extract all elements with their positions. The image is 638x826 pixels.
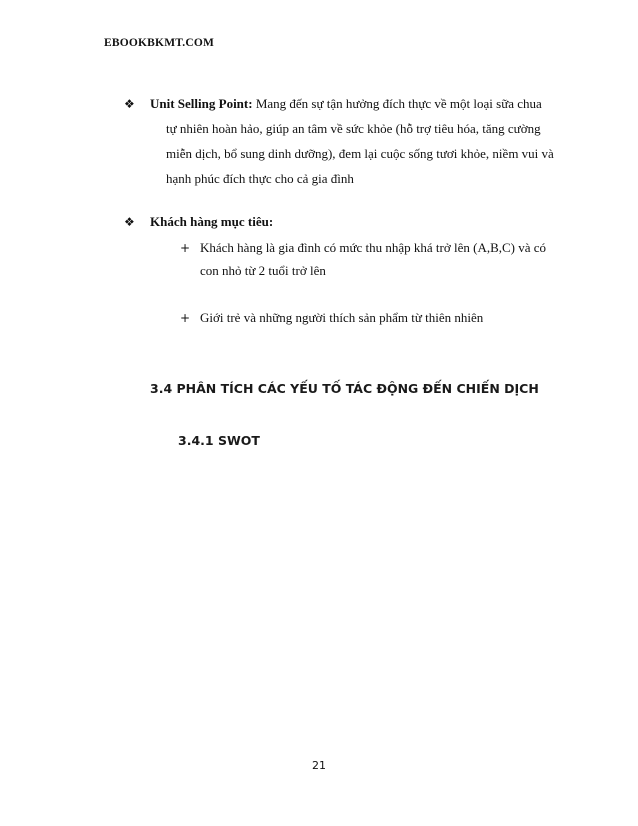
- usp-label: Unit Selling Point:: [150, 96, 253, 111]
- site-header: EBOOKBKMT.COM: [104, 37, 215, 49]
- page-number: 21: [312, 759, 326, 772]
- target-label: Khách hàng mục tiêu:: [150, 214, 274, 229]
- section-heading-3-4: 3.4 PHÂN TÍCH CÁC YẾU TỐ TÁC ĐỘNG ĐẾN CHIẾN DỊCH: [150, 381, 539, 396]
- usp-text-line2: tự nhiên hoàn hảo, giúp an tâm về sức khỏe (hỗ trợ tiêu hóa, tăng cường: [166, 121, 541, 136]
- usp-text-line1: Mang đến sự tận hưởng đích thực về một loại sữa chua: [252, 96, 542, 111]
- diamond-bullet-icon: ❖: [124, 97, 135, 111]
- plus-bullet-icon: +: [180, 311, 191, 325]
- target-item-1-line2: con nhỏ từ 2 tuổi trở lên: [200, 263, 326, 278]
- target-bullet: [124, 210, 584, 234]
- usp-text-line3: miễn dịch, bổ sung dinh dưỡng), đem lại cuộc sống tươi khỏe, niềm vui và: [166, 146, 554, 161]
- target-item-1-cont: [200, 259, 326, 282]
- target-item-2: [180, 306, 483, 330]
- target-item-2-text: Giới trẻ và những người thích sản phẩm từ thiên nhiên: [200, 310, 484, 325]
- plus-bullet-icon: +: [180, 241, 191, 255]
- diamond-bullet-icon: ❖: [124, 215, 135, 229]
- usp-text-line4: hạnh phúc đích thực cho cả gia đình: [166, 171, 354, 186]
- target-item-1: [180, 236, 546, 260]
- section-heading-3-4-1: 3.4.1 SWOT: [178, 433, 260, 448]
- target-item-1-line1: Khách hàng là gia đình có mức thu nhập khá trở lên (A,B,C) và có: [200, 240, 547, 255]
